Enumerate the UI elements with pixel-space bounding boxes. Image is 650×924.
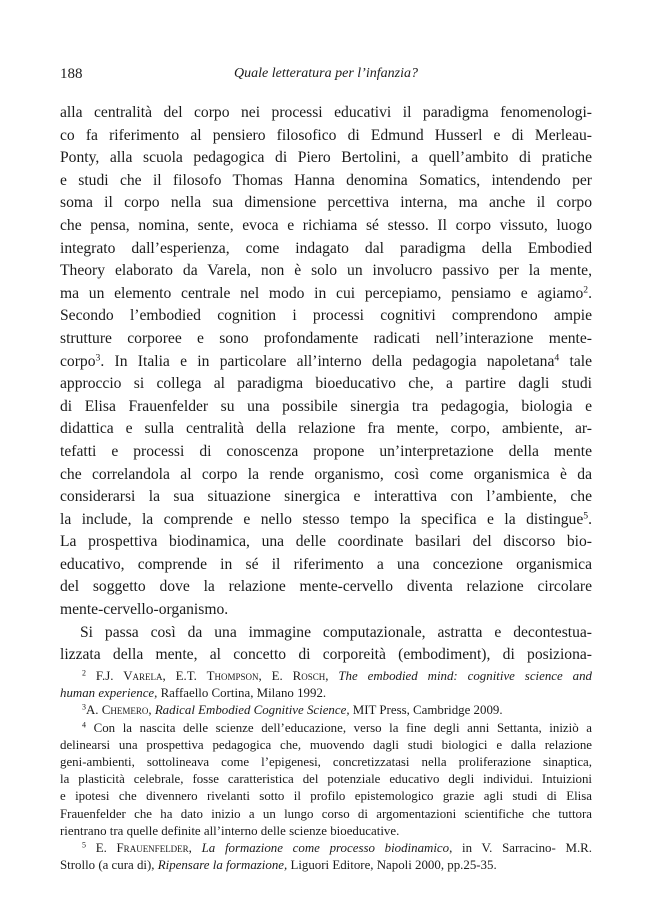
text-segment: . [588,510,592,528]
footnote-ref: 2 [583,284,589,296]
text-line: e studi che il filosofo Thomas Hanna denomina Somatics, intendendo per [60,171,592,189]
footnote-text: , Raffaello Cortina, Milano 1992. [154,686,327,701]
footnote-ref: 4 [554,352,560,364]
footnote-text: , in V. Sarracino- M.R. [449,840,593,855]
text-line: tefatti e processi di conoscenza propone un’interpretazione della mente [60,442,592,460]
text-line: integrato dall’esperienza, come indagato dal paradigma della Embodied [60,239,592,257]
footnote-line: rientrano tra quelle definite all’interno delle scienze bioeducative. [60,823,400,838]
footnote-2-cont [60,685,592,702]
footnote-3 [60,702,592,719]
footnote-number: 3 [82,702,86,712]
text-line [60,351,592,374]
footnote-number: 4 [82,720,86,730]
text-line: soma il corpo nella sua dimensione percettiva interna, ma anche il corpo [60,194,592,212]
footnote-title: The embodied mind: cognitive science and [338,669,592,683]
text-line: Secondo l’embodied cognition i processi cognitivi comprendono ampie [60,307,592,325]
running-title: Quale letteratura per l’infanzia? [234,66,418,81]
footnote-line: e ipotesi che divennero rivelanti sotto il profilo epistemologico grazie agli studi di Elisa [60,789,592,804]
footnote-author: F.J. Varela, E.T. Thompson, E. Rosch, [95,669,339,683]
text-line: educativo, comprende in sé il riferimento a una concezione organismica [60,555,592,573]
text-line: approccio si collega al paradigma bioeducativo che, a partire dagli studi [60,375,592,393]
footnote-title: Ripensare la formazione, [157,858,288,873]
text-segment: . In Italia e in particolare all’interno della pedagogia napoletana [100,352,555,370]
footnote-ref: 3 [95,352,101,364]
footnote-4 [60,720,592,737]
footnote-title: La formazione come processo biodinamico [201,840,450,855]
text-line: didattica e sulla centralità della relazione fra mente, corpo, ambiente, ar- [60,420,592,438]
text-line: strutture corporee e sono profondamente radicati nell’interazione mente- [60,329,592,347]
footnote-text: MIT Press, Cambridge 2009. [349,703,503,718]
footnote-text: Liguori Editore, Napoli 2000, pp.25-35. [287,858,497,873]
footnote-line: geni-ambienti, sottolineava come l’epigenesi, concretizzatasi nella proliferazione sinaptica, [60,754,592,769]
text-line: Theory elaborato da Varela, non è solo un involucro passivo per la mente, [60,262,592,280]
footnote-line: Frauenfelder che ha dato inizio a un lungo corso di argomentazioni scientifiche che tuttora [60,806,592,821]
text-line: del soggetto dove la relazione mente-cervello diventa relazione circolare [60,578,592,596]
footnote-2 [60,668,592,685]
text-segment: ma un elemento centrale nel modo in cui percepiamo, pensiamo e agiamo [60,284,584,302]
text-line: lizzata della mente, al concetto di corporeità (embodiment), di posiziona- [60,646,592,664]
footnote-author: A. Chemero, [86,703,155,718]
footnote-author: E. Frauenfelder, [86,840,202,855]
footnote-text: Con la nascita delle scienze dell’educazione, verso la fine degli anni Settanta, iniziò a [86,720,592,735]
text-line [60,283,592,306]
footnote-text: Strollo (a cura di), [60,858,158,873]
text-line [60,509,592,532]
text-line: La prospettiva biodinamica, una delle coordinate basilari del discorso bio- [60,533,592,551]
text-segment: la include, la comprende e nello stesso tempo la specifica e la distingue [60,510,584,528]
text-segment: tale [559,352,593,370]
text-line: co fa riferimento al pensiero filosofico di Edmund Husserl e di Merleau- [60,126,592,144]
page-number: 188 [60,66,83,82]
page-header [60,66,592,86]
text-line: che pensa, nomina, sente, evoca e richiama sé stesso. Il corpo vissuto, luogo [60,216,592,234]
footnote-line: delinearsi una prospettiva pedagogica che, muovendo dagli studi biologici e dalla relazione [60,737,592,752]
text-line: che correlandola al corpo la rende organismo, così come organismica è da [60,465,592,483]
footnote-line: la plasticità celebrale, fosse caratteristica del potenziale educativo degli individui. Intuizioni [60,772,592,787]
footnote-number: 2 [82,668,86,678]
text-line: considerarsi la sua situazione sinergica e interattiva con l’ambiente, che [60,488,592,506]
text-line: alla centralità del corpo nei processi educativi il paradigma fenomenologi- [60,104,592,121]
footnote-5-cont [60,857,592,874]
footnotes [60,668,592,874]
text-line: mente-cervello-organismo. [60,601,229,619]
text-line: Ponty, alla scuola pedagogica di Piero Bertolini, a quell’ambito di pratiche [60,149,592,167]
footnote-5 [60,840,592,857]
footnote-title: human experience [60,686,155,701]
text-segment: corpo [60,352,96,370]
footnote-ref: 5 [583,510,589,522]
text-segment: . [588,284,592,302]
main-text [60,102,592,667]
footnote-number: 5 [82,840,86,850]
footnote-title: Radical Embodied Cognitive Science, [154,703,350,718]
text-line: di Elisa Frauenfelder su una possibile sinergia tra pedagogia, biologia e [60,397,592,415]
text-line: Si passa così da una immagine computazionale, astratta e decontestua- [80,623,592,641]
